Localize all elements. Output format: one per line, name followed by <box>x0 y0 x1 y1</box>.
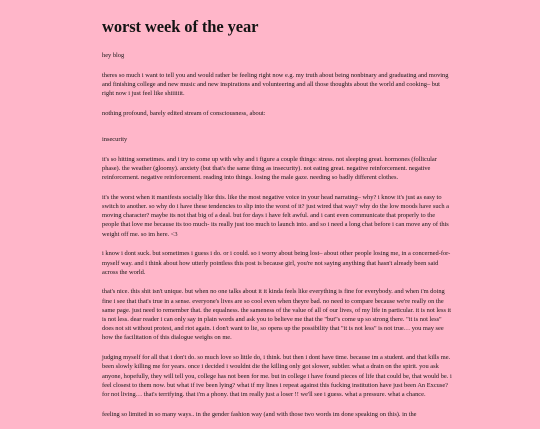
post-paragraph: feeling so limited in so many ways.. in the gender fashion way (and with those two words im done speaking on this). in the <box>102 410 417 418</box>
blog-post <box>102 18 452 429</box>
post-paragraph: that's nice. this shit isn't unique. but when no one talks about it it kinda feels like everything is fine for everybody. and when i'm doing fine i see that that's true in a sense. everyone's lives are so cool even when theyre bad. no need to compare because we're really on the same page. just need to remember that. the equalness. the sameness of the value of all of our lives, of my life in particular. it is not less it is not less. dear reader i can only say in plain words and ask you to believe me that the "but"s come up so strong there. "it is not less" does not sit without protest, and riot again. i don't want to lie, so opens up the possibility that "it is not less" is not true… you may see how the facilitation of this dialogue weighs on me. <box>102 288 452 342</box>
post-paragraph: it's so hitting sometimes. and i try to come up with why and i figure a couple things: stress. not sleeping great. hormones (follicular phase). the weather (gloomy). anxiety (but that's the same thing as insecurity). not eating great. negative reinforcement. negative reinforcement. negative reinforcement. reading into things. losing the male gaze. needing so badly different clothes. <box>102 155 437 182</box>
post-paragraph: it's the worst when it manifests socially like this. like the most negative voice in your head narrating– why? i know it's just as easy to switch to another. so why do i have these tendencies to slip into the worst of it? just wired that way? why do the low moods have such a moving character? maybe its not that big of a deal. but for days i have felt awful. and i cant even communicate that properly to the people that love me because its too much- its really just too much to launch into. and so i need a long chat before i can move any of this weight off me. so im here. <3 <box>102 193 449 238</box>
post-paragraph: hey blog <box>102 52 125 59</box>
post-paragraph: theres so much i want to tell you and would rather be feeling right now e.g. my truth about being nonbinary and graduating and moving and finishing college and new music and new inspirations and volunteering and all those thoughts about the world and cooking– but right now i just feel like shiiiiiit. <box>102 71 449 98</box>
post-paragraph: nothing profound, barely edited stream of consciousness, about: <box>102 109 266 117</box>
post-title: worst week of the year <box>102 17 259 36</box>
post-paragraph: i know i dont suck. but sometimes i guess i do. or i could. so i worry about being lost– about other people losing me, in a concerned-for-myself way. and i think about how utterly pointless this post is because girl, you're not saying anything that hasn't already been said across the world. <box>102 250 451 276</box>
post-paragraph: judging myself for all that i don't do. so much love so little do, i think. but then i dont have time. because im a student. and that kills me. been slowly killing me for years. once i decided i wouldnt die the killing only got slower, subtler. what a drain on the spirit. you ask anyone, hopefully, they will tell you, college has not been for me. but in college i have found pieces of life that could be, that would be. i feel closest to them now. but what if ive been lying? what if my lines i repeat against this fucking institution have just been An Excuse? for not living… that's terrifying. that i'm a phony. that im really just a loser !! we'll see i guess. what a pressure. what a chance. <box>102 354 452 398</box>
post-section-heading: insecurity <box>102 136 128 144</box>
